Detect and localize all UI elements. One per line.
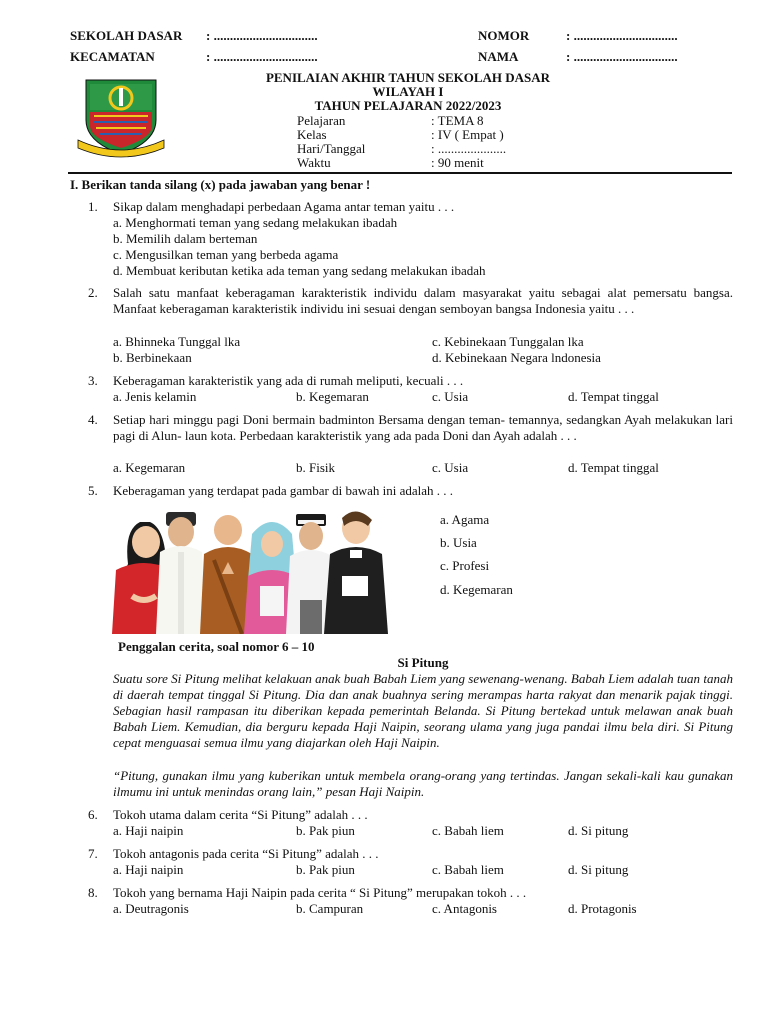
q6-option-a[interactable]: a. Haji naipin xyxy=(113,823,184,838)
q4-number: 4. xyxy=(88,412,98,427)
q1-number: 1. xyxy=(88,199,98,214)
q5-option-b[interactable]: b. Usia xyxy=(440,535,477,550)
nomor-label: NOMOR xyxy=(478,28,530,43)
q4-option-a[interactable]: a. Kegemaran xyxy=(113,460,186,475)
story-intro: Penggalan cerita, soal nomor 6 – 10 xyxy=(118,639,315,654)
q1-option-a[interactable]: a. Menghormati teman yang sedang melakukan ibadah xyxy=(113,215,398,230)
q7-option-a[interactable]: a. Haji naipin xyxy=(113,862,184,877)
q6-option-b[interactable]: b. Pak piun xyxy=(296,823,355,838)
story-body: Suatu sore Si Pitung melihat kelakuan anak buah Babah Liem yang sewenang-wenang. Babah Liem adalah tuan tanah di daerah tempat tinggal Si Pitung. Dia dan anak buahnya sering merampas harta rakyat dan menarik pajak tinggi. Sebagian hasil rampasan itu diberikan kepada pemerintah Belanda. Si Pitung bertekad untuk melawan anak buah Babah Liem. Kemudian, dia berguru kepada Haji Naipin, seorang ulama yang juga pandai ilmu bela diri. Si Pitung cepat menguasai semua ilmu yang diajarkan oleh Haji Naipin. xyxy=(113,671,733,750)
sekolah-label: SEKOLAH DASAR xyxy=(70,28,183,43)
q7-option-c[interactable]: c. Babah liem xyxy=(432,862,504,877)
q5-text: Keberagaman yang terdapat pada gambar di bawah ini adalah . . . xyxy=(113,483,454,498)
info-value-pelajaran: : TEMA 8 xyxy=(431,113,484,128)
q2-option-b[interactable]: b. Berbinekaan xyxy=(113,350,192,365)
q8-option-d[interactable]: d. Protagonis xyxy=(568,901,637,916)
q2-text: Salah satu manfaat keberagaman karakteristik individu dalam masyarakat yaitu sebagai alat pemersatu bangsa. Manfaat keberagaman karakteristik individu ini sesuai dengan semboyan bangsa Indonesia yaitu . . . xyxy=(113,285,733,316)
diversity-illustration xyxy=(110,500,388,634)
q5-option-a[interactable]: a. Agama xyxy=(440,512,490,527)
exam-title-line3: TAHUN PELAJARAN 2022/2023 xyxy=(314,98,502,113)
q7-number: 7. xyxy=(88,846,98,861)
q8-number: 8. xyxy=(88,885,98,900)
q5-option-d[interactable]: d. Kegemaran xyxy=(440,582,513,597)
q3-option-a[interactable]: a. Jenis kelamin xyxy=(113,389,197,404)
nomor-field[interactable]: : ................................ xyxy=(566,28,678,43)
q8-option-c[interactable]: c. Antagonis xyxy=(432,901,497,916)
exam-title-line1: PENILAIAN AKHIR TAHUN SEKOLAH DASAR xyxy=(265,70,551,85)
q4-text: Setiap hari minggu pagi Doni bermain badminton Bersama dengan teman- temannya, sedangkan Ayah melakukan lari pagi di Alun- laun kota. Perbedaan karakteristik yang ada pada Doni dan Ayah adalah . . . xyxy=(113,412,733,443)
exam-title-line2: WILAYAH I xyxy=(372,84,444,99)
story-quote: “Pitung, gunakan ilmu yang kuberikan untuk membela orang-orang yang tertindas. Jangan sekali-kali kau gunakan ilmumu ini untuk menindas orang lain,” pesan Haji Naipin. xyxy=(113,768,733,799)
q5-option-c[interactable]: c. Profesi xyxy=(440,558,490,573)
q4-option-d[interactable]: d. Tempat tinggal xyxy=(568,460,659,475)
q3-option-d[interactable]: d. Tempat tinggal xyxy=(568,389,659,404)
info-label-pelajaran: Pelajaran xyxy=(297,113,346,128)
q1-option-b[interactable]: b. Memilih dalam berteman xyxy=(113,231,258,246)
info-label-tanggal: Hari/Tanggal xyxy=(297,141,366,156)
header-divider xyxy=(68,172,732,174)
q8-option-a[interactable]: a. Deutragonis xyxy=(113,901,189,916)
q6-number: 6. xyxy=(88,807,98,822)
q3-number: 3. xyxy=(88,373,98,388)
nama-label: NAMA xyxy=(478,49,519,64)
q3-option-b[interactable]: b. Kegemaran xyxy=(296,389,369,404)
info-label-kelas: Kelas xyxy=(297,127,327,142)
q2-option-d[interactable]: d. Kebinekaan Negara lndonesia xyxy=(432,350,601,365)
q7-option-d[interactable]: d. Si pitung xyxy=(568,862,629,877)
q5-number: 5. xyxy=(88,483,98,498)
q3-text: Keberagaman karakteristik yang ada di rumah meliputi, kecuali . . . xyxy=(113,373,464,388)
q8-option-b[interactable]: b. Campuran xyxy=(296,901,364,916)
info-value-tanggal[interactable]: : ..................... xyxy=(431,141,507,156)
sekolah-field[interactable]: : ................................ xyxy=(206,28,318,43)
q2-option-a[interactable]: a. Bhinneka Tunggal lka xyxy=(113,334,241,349)
q1-option-c[interactable]: c. Mengusilkan teman yang berbeda agama xyxy=(113,247,339,262)
school-logo xyxy=(74,76,168,158)
q4-option-b[interactable]: b. Fisik xyxy=(296,460,336,475)
q3-option-c[interactable]: c. Usia xyxy=(432,389,469,404)
q6-option-c[interactable]: c. Babah liem xyxy=(432,823,504,838)
q7-option-b[interactable]: b. Pak piun xyxy=(296,862,355,877)
q1-option-d[interactable]: d. Membuat keributan ketika ada teman yang sedang melakukan ibadah xyxy=(113,263,486,278)
q2-number: 2. xyxy=(88,285,98,300)
q2-option-c[interactable]: c. Kebinekaan Tunggalan lka xyxy=(432,334,584,349)
kecamatan-label: KECAMATAN xyxy=(70,49,155,64)
section-instruction: I. Berikan tanda silang (x) pada jawaban yang benar ! xyxy=(70,177,371,192)
nama-field[interactable]: : ................................ xyxy=(566,49,678,64)
q6-text: Tokoh utama dalam cerita “Si Pitung” adalah . . . xyxy=(113,807,368,822)
info-value-kelas: : IV ( Empat ) xyxy=(431,127,504,142)
q1-text: Sikap dalam menghadapi perbedaan Agama antar teman yaitu . . . xyxy=(113,199,455,214)
q7-text: Tokoh antagonis pada cerita “Si Pitung” adalah . . . xyxy=(113,846,379,861)
story-title: Si Pitung xyxy=(397,655,449,670)
info-label-waktu: Waktu xyxy=(297,155,331,170)
q4-option-c[interactable]: c. Usia xyxy=(432,460,469,475)
q6-option-d[interactable]: d. Si pitung xyxy=(568,823,629,838)
kecamatan-field[interactable]: : ................................ xyxy=(206,49,318,64)
q8-text: Tokoh yang bernama Haji Naipin pada cerita “ Si Pitung” merupakan tokoh . . . xyxy=(113,885,527,900)
info-value-waktu: : 90 menit xyxy=(431,155,484,170)
